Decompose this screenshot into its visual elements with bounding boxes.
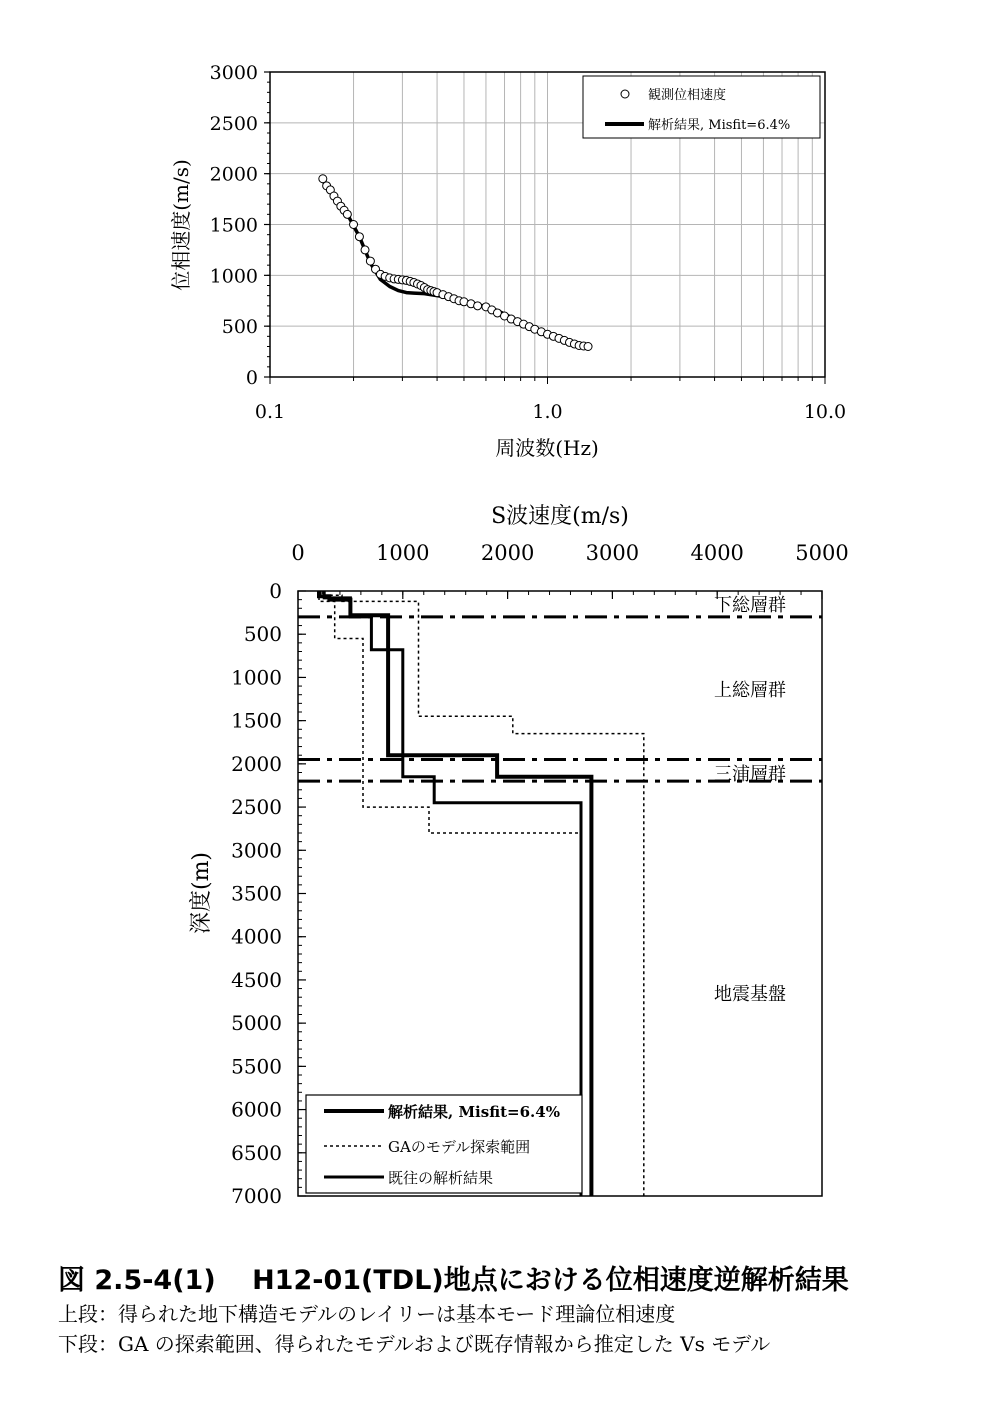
top-x-tick-label: 10.0 <box>803 401 847 423</box>
bottom-y-tick-label: 500 <box>243 622 282 647</box>
top-y-tick-label: 2000 <box>209 163 258 186</box>
legend-open-circle-icon <box>621 90 629 98</box>
bottom-x-axis-label: S波速度(m/s) <box>491 504 629 529</box>
bottom-y-tick-label: 4500 <box>231 967 282 992</box>
bottom-x-tick-label: 5000 <box>795 541 849 565</box>
top-x-ticks <box>255 377 846 423</box>
top-legend <box>583 76 820 138</box>
top-y-tick-label: 1000 <box>209 265 258 288</box>
bottom-legend <box>306 1095 582 1193</box>
annotation-shimousa-group: 下総層群 <box>714 595 786 616</box>
bottom-y-tick-label: 3000 <box>231 838 282 863</box>
phase-velocity-chart <box>0 0 988 480</box>
bottom-x-tick-label: 2000 <box>480 541 535 565</box>
top-x-tick-label: 1.0 <box>532 401 563 423</box>
bottom-legend-entry-analysis: 解析結果, Misfit=6.4% <box>388 1103 560 1121</box>
bottom-y-tick-label: 3500 <box>231 881 282 906</box>
observed-data-point <box>584 343 592 351</box>
observed-data-point <box>474 302 482 310</box>
bottom-y-tick-label: 1000 <box>231 665 282 690</box>
observed-data-point <box>366 257 374 265</box>
top-y-ticks <box>210 62 270 389</box>
annotation-kazusa-group: 上総層群 <box>714 680 786 701</box>
observed-data-point <box>343 210 351 218</box>
bottom-x-tick-label: 0 <box>291 541 305 565</box>
bottom-y-tick-label: 2500 <box>231 795 282 820</box>
bottom-y-ticks <box>231 579 306 1208</box>
bottom-x-tick-label: 4000 <box>690 541 744 565</box>
bottom-y-tick-label: 2000 <box>231 751 282 776</box>
figure-caption-lower: 下段：GA の探索範囲、得られたモデルおよび既存情報から推定した Vs モデル <box>58 1332 771 1356</box>
top-legend-entry-analysis: 解析結果, Misfit=6.4% <box>648 118 791 133</box>
top-y-tick-label: 3000 <box>209 62 258 84</box>
annotation-miura-group: 三浦層群 <box>714 764 786 785</box>
top-y-tick-label: 2500 <box>209 112 258 135</box>
observed-data-point <box>350 221 358 229</box>
bottom-y-tick-label: 0 <box>269 579 282 603</box>
top-y-tick-label: 1500 <box>209 214 258 237</box>
bottom-legend-entry-search-range: GAのモデル探索範囲 <box>388 1138 531 1156</box>
s-wave-velocity-profile-chart <box>0 490 988 1210</box>
observed-data-point <box>361 246 369 254</box>
bottom-y-axis-label: 深度(m) <box>189 851 214 935</box>
figure-caption-upper: 上段：得られた地下構造モデルのレイリーは基本モード理論位相速度 <box>58 1302 676 1326</box>
bottom-y-tick-label: 5000 <box>231 1011 282 1036</box>
figure-caption-title: 図 2.5-4(1) H12-01(TDL)地点における位相速度逆解析結果 <box>58 1265 849 1296</box>
top-y-tick-label: 500 <box>221 316 258 339</box>
layer-annotations <box>714 595 786 1005</box>
bottom-y-tick-label: 4000 <box>231 924 282 949</box>
bottom-y-tick-label: 6500 <box>231 1140 282 1165</box>
bottom-y-tick-label: 6000 <box>231 1097 282 1122</box>
bottom-y-tick-label: 7000 <box>231 1184 282 1208</box>
bottom-x-tick-label: 1000 <box>376 541 430 565</box>
top-legend-entry-observed: 観測位相速度 <box>648 88 727 103</box>
top-x-axis-label: 周波数(Hz) <box>495 436 599 460</box>
bottom-legend-entry-previous: 既往の解析結果 <box>388 1169 494 1187</box>
top-x-tick-label: 0.1 <box>254 401 286 423</box>
analysis-result-line <box>323 181 584 347</box>
annotation-seismic-basement: 地震基盤 <box>714 984 786 1005</box>
bottom-y-tick-label: 5500 <box>231 1054 282 1079</box>
top-y-axis-label: 位相速度(m/s) <box>169 159 193 291</box>
bottom-y-tick-label: 1500 <box>231 708 282 733</box>
top-series-group <box>319 175 592 351</box>
bottom-x-tick-label: 3000 <box>585 541 640 565</box>
top-y-tick-label: 0 <box>245 367 258 389</box>
observed-data-point <box>355 233 363 241</box>
